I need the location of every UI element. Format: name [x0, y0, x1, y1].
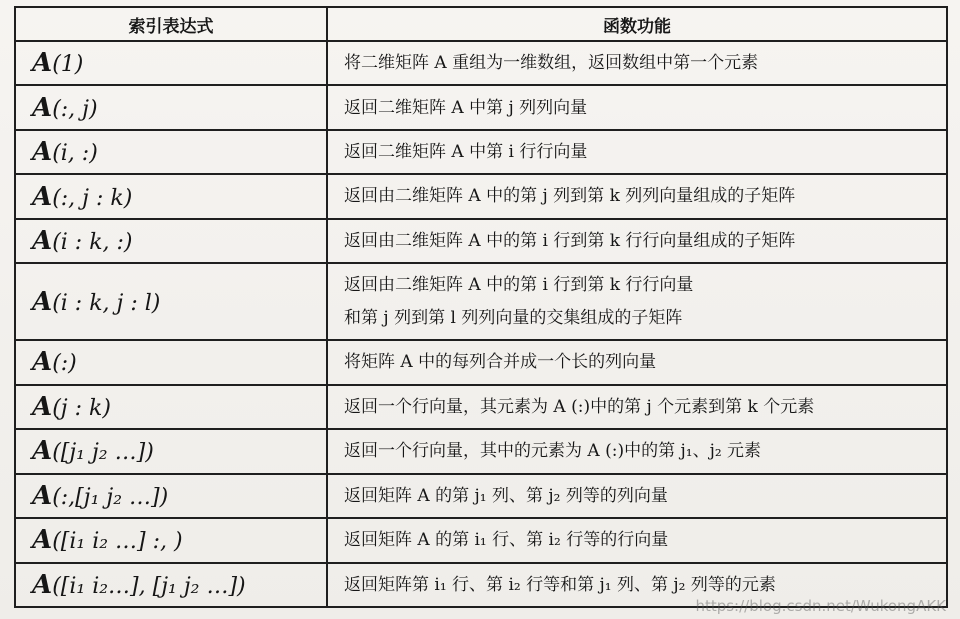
- matrix-symbol: A: [32, 436, 53, 467]
- matrix-symbol: A: [32, 525, 53, 556]
- desc-cell: [327, 263, 947, 340]
- expr-cell: [15, 263, 327, 340]
- matrix-symbol: A: [32, 391, 53, 422]
- expr-args: (j : k): [52, 395, 111, 421]
- table-body: [15, 41, 947, 607]
- index-expression-table: [14, 6, 948, 608]
- expr-cell: [15, 518, 327, 562]
- expr-args: (:, j : k): [52, 185, 133, 211]
- table-row: [15, 429, 947, 473]
- desc-cell: 返回一个行向量，其元素为 A (:)中的第 j 个元素到第 k 个元素: [327, 385, 947, 429]
- table-row: [15, 263, 947, 340]
- expr-cell: [15, 474, 327, 518]
- expr-cell: [15, 340, 327, 384]
- table-row: [15, 174, 947, 218]
- expr-args: (i : k, j : l): [52, 290, 161, 316]
- expr-cell: [15, 385, 327, 429]
- desc-cell: 返回矩阵 A 的第 j₁ 列、第 j₂ 列等的列向量: [327, 474, 947, 518]
- matrix-symbol: A: [32, 137, 53, 168]
- desc-cell: 返回矩阵 A 的第 i₁ 行、第 i₂ 行等的行向量: [327, 518, 947, 562]
- table-row: [15, 130, 947, 174]
- expr-args: (i, :): [52, 141, 98, 167]
- matrix-symbol: A: [32, 347, 53, 378]
- expr-args: (:): [52, 351, 77, 377]
- table-row: [15, 340, 947, 384]
- table-row: [15, 385, 947, 429]
- watermark: https://blog.csdn.net/WukongAKK: [695, 597, 946, 615]
- matrix-symbol: A: [32, 181, 53, 212]
- desc-cell: 返回由二维矩阵 A 中的第 i 行到第 k 行行向量组成的子矩阵: [327, 219, 947, 263]
- desc-cell: 返回二维矩阵 A 中第 i 行行向量: [327, 130, 947, 174]
- table-header: [15, 7, 947, 41]
- expr-cell: [15, 219, 327, 263]
- expr-args: ([j₁ j₂ …]): [52, 440, 154, 466]
- header-index-expression: 索引表达式: [15, 7, 327, 41]
- matrix-symbol: A: [32, 48, 53, 79]
- desc-cell: 返回由二维矩阵 A 中的第 j 列到第 k 列列向量组成的子矩阵: [327, 174, 947, 218]
- expr-args: (1): [52, 52, 84, 78]
- matrix-symbol: A: [32, 286, 53, 317]
- expr-cell: [15, 174, 327, 218]
- matrix-symbol: A: [32, 569, 53, 600]
- expr-cell: [15, 41, 327, 85]
- desc-cell: 将矩阵 A 中的每列合并成一个长的列向量: [327, 340, 947, 384]
- desc-cell: 返回一个行向量，其中的元素为 A (:)中的第 j₁、j₂ 元素: [327, 429, 947, 473]
- expr-args: (:, j): [52, 96, 98, 122]
- expr-cell: [15, 429, 327, 473]
- table-row: [15, 85, 947, 129]
- table-row: [15, 41, 947, 85]
- matrix-symbol: A: [32, 92, 53, 123]
- desc-cell: 将二维矩阵 A 重组为一维数组，返回数组中第一个元素: [327, 41, 947, 85]
- expr-args: (i : k, :): [52, 230, 133, 256]
- desc-line: 返回由二维矩阵 A 中的第 i 行到第 k 行行向量: [344, 275, 694, 296]
- table-row: [15, 219, 947, 263]
- header-row: [15, 7, 947, 41]
- matrix-symbol: A: [32, 480, 53, 511]
- expr-cell: [15, 563, 327, 608]
- desc-cell: 返回矩阵第 i₁ 行、第 i₂ 行等和第 j₁ 列、第 j₂ 列等的元素: [327, 563, 947, 608]
- expr-cell: [15, 130, 327, 174]
- table-row: [15, 474, 947, 518]
- table-row: [15, 518, 947, 562]
- desc-cell: 返回二维矩阵 A 中第 j 列列向量: [327, 85, 947, 129]
- expr-args: ([i₁ i₂…], [j₁ j₂ …]): [52, 573, 246, 599]
- desc-line: 和第 j 列到第 l 列列向量的交集组成的子矩阵: [344, 307, 683, 328]
- matrix-symbol: A: [32, 226, 53, 257]
- expr-args: (:,[j₁ j₂ …]): [52, 484, 169, 510]
- expr-args: ([i₁ i₂ …] :, ): [52, 529, 183, 555]
- expr-cell: [15, 85, 327, 129]
- header-function: 函数功能: [327, 7, 947, 41]
